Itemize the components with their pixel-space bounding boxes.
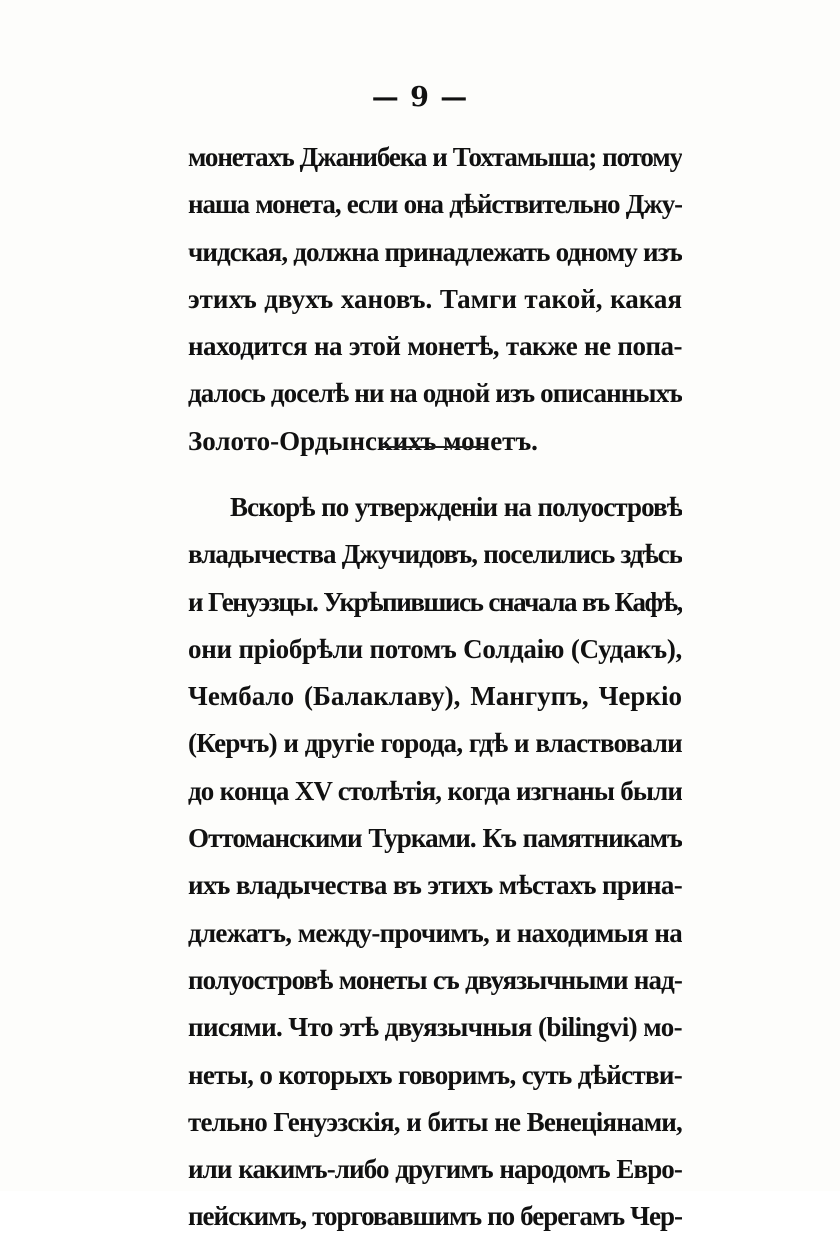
- text-line: тельно Генуэзскія, и биты не Венеціянами,: [188, 1106, 682, 1137]
- text-line: они пріобрѣли потомъ Солдаію (Судакъ),: [188, 633, 682, 664]
- text-line: Вскорѣ по утвержденіи на полуостровѣ: [230, 492, 682, 522]
- text-line: и Генуэзцы. Укрѣпившись сначала въ Кафѣ,: [188, 586, 682, 617]
- text-line: далось доселѣ ни на одной изъ описанныхъ: [188, 378, 682, 409]
- text-line: наша монета, если она дѣйствительно Джу-: [188, 189, 682, 220]
- text-line: (Керчъ) и другіе города, гдѣ и властвовали: [188, 728, 682, 759]
- text-line: ихъ владычества въ этихъ мѣстахъ прина-: [188, 870, 682, 901]
- text-line: длежатъ, между-прочимъ, и находимыя на: [188, 917, 682, 948]
- text-line: чидская, должна принадлежать одному изъ: [188, 236, 682, 267]
- text-line: писями. Что этѣ двуязычныя (bilingvi) мо-: [188, 1012, 682, 1043]
- paragraph-1: [188, 134, 682, 465]
- text-line: владычества Джучидовъ, поселились здѣсь: [188, 539, 682, 570]
- text-line: этихъ двухъ хановъ. Тамги такой, какая: [188, 283, 682, 314]
- text-line: Чембало (Балаклаву), Мангупъ, Черкіо: [188, 681, 682, 712]
- text-line: Оттоманскими Турками. Къ памятникамъ: [188, 823, 682, 854]
- section-divider: [381, 446, 485, 448]
- text-line: монетахъ Джанибека и Тохтамыша; потому: [188, 142, 682, 172]
- text-line: Золото-Ордынскихъ монетъ.: [188, 425, 538, 456]
- text-line: до конца XV столѣтія, когда изгнаны были: [188, 775, 682, 806]
- paragraph-2: [188, 484, 682, 1241]
- page-number: — 9 —: [371, 82, 469, 113]
- text-line: пейскимъ, торговавшимъ по берегамъ Чер-: [188, 1201, 682, 1232]
- text-line: неты, о которыхъ говоримъ, суть дѣйстви-: [188, 1059, 682, 1090]
- text-line: находится на этой монетѣ, также не попа-: [188, 331, 682, 362]
- text-line: полуостровѣ монеты съ двуязычными над-: [188, 964, 682, 995]
- text-line: или какимъ-либо другимъ народомъ Евро-: [188, 1154, 682, 1185]
